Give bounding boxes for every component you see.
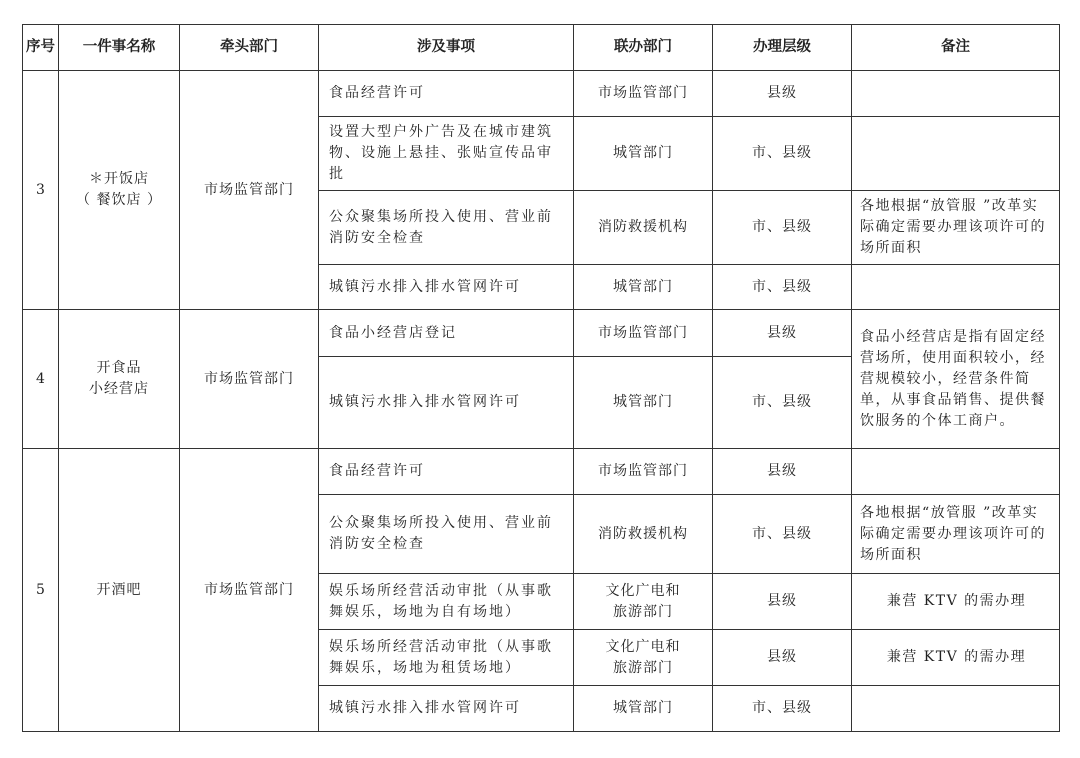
name-line: 开食品	[96, 360, 142, 376]
level-cell: 市、县级	[713, 191, 852, 265]
level-cell: 县级	[713, 310, 852, 357]
item-cell: 公众聚集场所投入使用、营业前消防安全检查	[319, 495, 574, 574]
name-cell	[59, 71, 180, 310]
seq-cell: 3	[23, 71, 59, 310]
item-cell: 食品经营许可	[319, 449, 574, 495]
level-cell: 市、县级	[713, 495, 852, 574]
table-row	[23, 449, 1060, 495]
level-cell: 市、县级	[713, 686, 852, 732]
item-cell: 娱乐场所经营活动审批（从事歌舞娱乐，场地为租赁场地）	[319, 630, 574, 686]
name-cell	[59, 310, 180, 449]
lead-dept-cell: 市场监管部门	[180, 449, 319, 732]
item-cell: 公众聚集场所投入使用、营业前消防安全检查	[319, 191, 574, 265]
header-joint-dept: 联办部门	[574, 25, 713, 71]
joint-dept-cell: 市场监管部门	[574, 71, 713, 117]
note-cell	[852, 449, 1060, 495]
header-lead-dept: 牵头部门	[180, 25, 319, 71]
level-cell: 市、县级	[713, 357, 852, 449]
level-cell: 县级	[713, 449, 852, 495]
joint-dept-cell	[574, 574, 713, 630]
note-cell: 各地根据“放管服 ”改革实际确定需要办理该项许可的场所面积	[852, 191, 1060, 265]
item-cell: 城镇污水排入排水管网许可	[319, 357, 574, 449]
item-cell: 城镇污水排入排水管网许可	[319, 265, 574, 310]
joint-dept-cell	[574, 630, 713, 686]
dept-line: 旅游部门	[613, 603, 673, 620]
joint-dept-cell: 城管部门	[574, 117, 713, 191]
note-cell	[852, 71, 1060, 117]
note-cell: 食品小经营店是指有固定经营场所，使用面积较小，经营规模较小，经营条件简单，从事食品销售、提供餐饮服务的个体工商户。	[852, 310, 1060, 449]
note-cell: 兼营 KTV 的需办理	[852, 574, 1060, 630]
header-name: 一件事名称	[59, 25, 180, 71]
note-cell: 兼营 KTV 的需办理	[852, 630, 1060, 686]
lead-dept-cell: 市场监管部门	[180, 310, 319, 449]
level-cell: 县级	[713, 630, 852, 686]
item-cell: 娱乐场所经营活动审批（从事歌舞娱乐，场地为自有场地）	[319, 574, 574, 630]
joint-dept-cell: 市场监管部门	[574, 310, 713, 357]
joint-dept-cell: 消防救援机构	[574, 495, 713, 574]
note-cell: 各地根据“放管服 ”改革实际确定需要办理该项许可的场所面积	[852, 495, 1060, 574]
lead-dept-cell: 市场监管部门	[180, 71, 319, 310]
level-cell: 县级	[713, 574, 852, 630]
table-row	[23, 71, 1060, 117]
joint-dept-cell: 消防救援机构	[574, 191, 713, 265]
dept-line: 旅游部门	[613, 659, 673, 676]
joint-dept-cell: 市场监管部门	[574, 449, 713, 495]
header-seq: 序号	[23, 25, 59, 71]
note-cell	[852, 117, 1060, 191]
dept-line: 文化广电和	[605, 638, 681, 655]
header-level: 办理层级	[713, 25, 852, 71]
level-cell: 市、县级	[713, 117, 852, 191]
item-cell: 城镇污水排入排水管网许可	[319, 686, 574, 732]
seq-cell: 4	[23, 310, 59, 449]
name-line: ＊开饭店	[89, 171, 149, 187]
note-cell	[852, 686, 1060, 732]
name-cell: 开酒吧	[59, 449, 180, 732]
name-line: （ 餐饮店 ）	[76, 192, 162, 208]
seq-cell: 5	[23, 449, 59, 732]
table-row	[23, 310, 1060, 357]
joint-dept-cell: 城管部门	[574, 357, 713, 449]
item-cell: 设置大型户外广告及在城市建筑物、设施上悬挂、张贴宣传品审批	[319, 117, 574, 191]
dept-line: 文化广电和	[605, 582, 681, 599]
joint-dept-cell: 城管部门	[574, 265, 713, 310]
item-cell: 食品经营许可	[319, 71, 574, 117]
header-note: 备注	[852, 25, 1060, 71]
table-header-row	[23, 25, 1060, 71]
item-cell: 食品小经营店登记	[319, 310, 574, 357]
note-cell	[852, 265, 1060, 310]
level-cell: 市、县级	[713, 265, 852, 310]
level-cell: 县级	[713, 71, 852, 117]
name-line: 小经营店	[89, 381, 149, 397]
header-items: 涉及事项	[319, 25, 574, 71]
joint-dept-cell: 城管部门	[574, 686, 713, 732]
items-table	[22, 24, 1060, 732]
